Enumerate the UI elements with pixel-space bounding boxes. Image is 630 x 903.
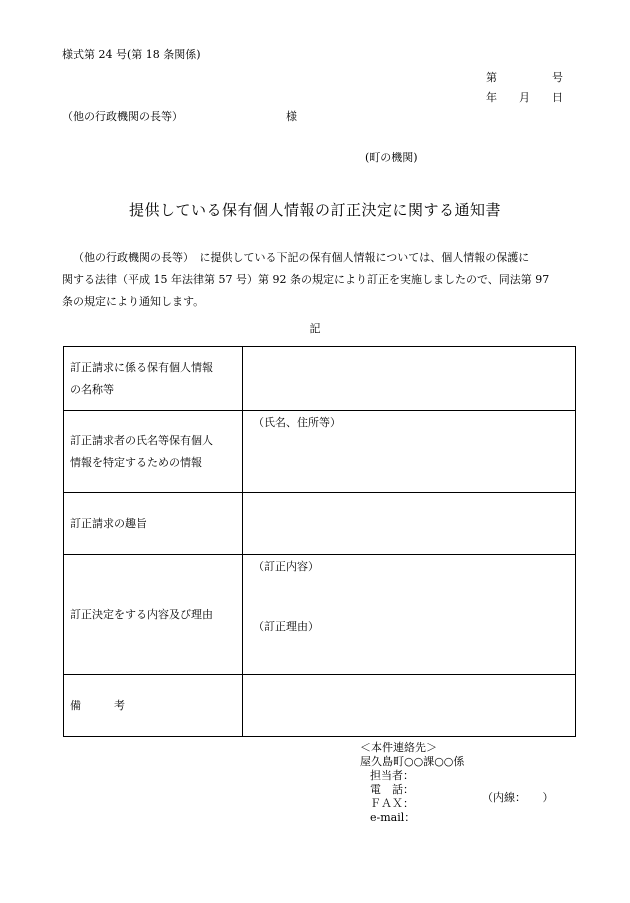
label-line: 訂正決定をする内容及び理由 (70, 607, 213, 621)
honorific: 様 (286, 110, 297, 123)
value-requester[interactable] (243, 411, 576, 493)
table-row (64, 493, 576, 555)
body-line-3: 条の規定により通知します。 (62, 295, 205, 308)
contact-email: e-mail： (370, 811, 416, 824)
contact-phone: 電 話： (370, 783, 414, 796)
value-remarks[interactable] (243, 675, 576, 737)
label-line: 情報を特定するための情報 (70, 455, 202, 469)
row-label-requester (64, 411, 243, 493)
document-date: 年 月 日 (486, 91, 563, 104)
table-row (64, 675, 576, 737)
body-paragraph (62, 247, 572, 313)
contact-extension: （内線： ） (482, 791, 554, 804)
table-row (64, 347, 576, 411)
document-number: 第 号 (486, 71, 563, 84)
details-table (63, 346, 576, 737)
contact-block (360, 741, 464, 825)
contact-department: 屋久島町○○課○○係 (360, 755, 465, 768)
correction-reason-note: （訂正理由） (253, 620, 319, 633)
label-line: 備 考 (70, 698, 125, 712)
body-line-1: （他の行政機関の長等） に提供している下記の保有個人情報については、個人情報の保護に (73, 251, 530, 264)
body-line-2: 関する法律（平成 15 年法律第 57 号）第 92 条の規定により訂正を実施しましたので、同法第 97 (62, 273, 550, 286)
label-line: 訂正請求の趣旨 (70, 516, 147, 530)
ki-heading: 記 (309, 322, 321, 335)
value-purpose[interactable] (243, 493, 576, 555)
label-line: の名称等 (70, 382, 114, 396)
row-label-purpose (64, 493, 243, 555)
recipient-name: （他の行政機関の長等） (62, 110, 183, 123)
contact-heading: ＜本件連絡先＞ (360, 741, 437, 754)
value-info-name[interactable] (243, 347, 576, 411)
document-title: 提供している保有個人情報の訂正決定に関する通知書 (128, 201, 501, 219)
correction-content-note: （訂正内容） (253, 560, 319, 573)
contact-person: 担当者： (370, 769, 414, 782)
form-number: 様式第 24 号(第 18 条関係) (62, 48, 201, 61)
contact-fax: ＦＡＸ： (370, 797, 414, 810)
value-decision[interactable] (243, 555, 576, 675)
row-label-decision (64, 555, 243, 675)
table-row (64, 555, 576, 675)
row-label-info-name (64, 347, 243, 411)
table-row (64, 411, 576, 493)
label-line: 訂正請求に係る保有個人情報 (70, 360, 213, 374)
requester-note: （氏名、住所等） (253, 416, 341, 429)
sender-organ: (町の機関) (365, 151, 418, 164)
row-label-remarks (64, 675, 243, 737)
label-line: 訂正請求者の氏名等保有個人 (70, 433, 213, 447)
